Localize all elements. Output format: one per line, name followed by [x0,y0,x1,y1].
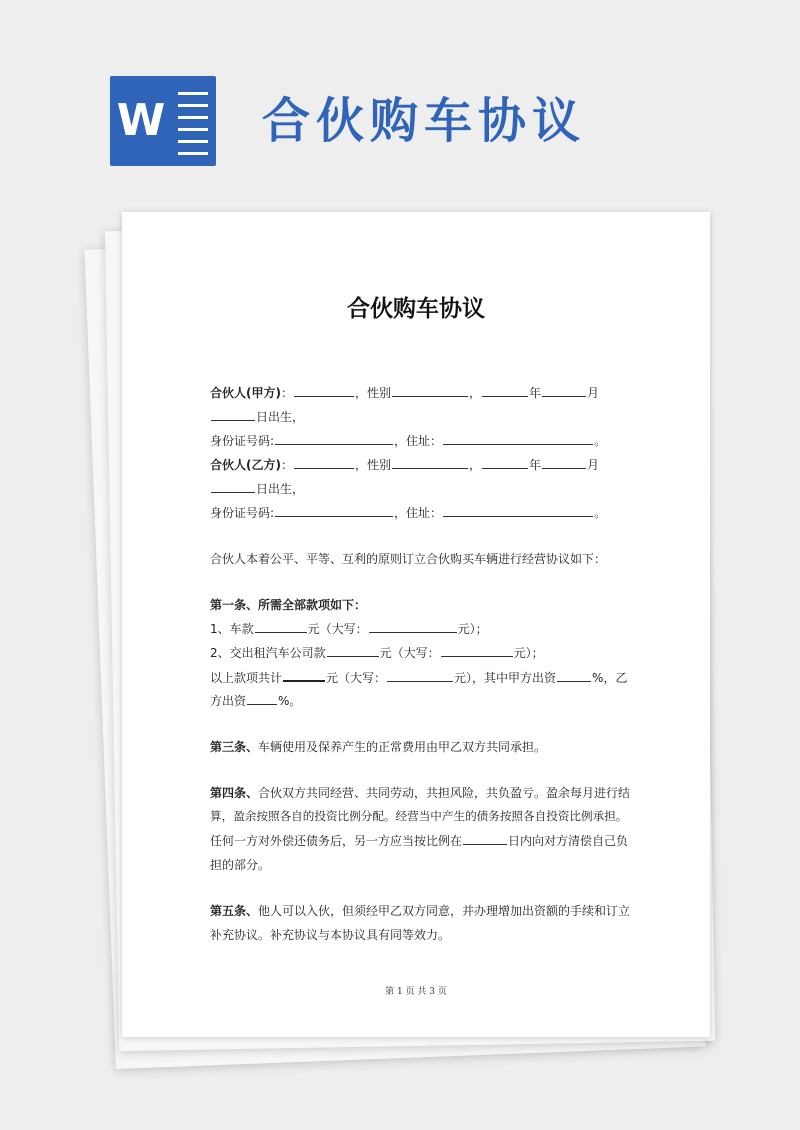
article-5-line-2: 补充协议。补充协议与本协议具有同等效力。 [210,928,451,942]
page-footer: 第 1 页 共 3 页 [385,987,447,997]
article-4-line-4: 担的部分。 [210,858,271,872]
blank [443,432,593,445]
party-b-line-1: 合伙人(乙方)： ，性别 ， 年 月 [210,458,600,472]
blank [443,504,593,517]
document-page [122,212,710,1037]
party-b-line-2: 日出生， [210,480,304,497]
banner [0,0,800,205]
banner-title: 合伙购车协议 [262,93,587,149]
blank [275,432,393,445]
blank [211,480,255,493]
party-a-label: 合伙人(甲方) [210,386,281,400]
blank [327,644,379,657]
blank [275,504,393,517]
word-icon-letter: W [110,76,172,166]
blank [294,384,354,397]
blank [542,456,586,469]
word-document-icon [110,72,222,168]
article-1-item-2: 2、交出租汽车公司款 元（大写： 元）； [210,646,544,660]
blank [283,668,325,682]
blank [211,408,255,421]
intro-paragraph: 合伙人本着公平、平等、互利的原则订立合伙购买车辆进行经营协议如下： [210,552,607,566]
party-a-line-3: 身份证号码: ，住址： 。 [210,434,607,448]
blank [255,620,307,633]
article-1-item-1: 1、车款 元（大写： 元）； [210,622,488,636]
blank [294,456,354,469]
blank [369,620,457,633]
party-b-label: 合伙人(乙方) [210,458,281,472]
blank [463,832,507,845]
document-title: 合伙购车协议 [347,296,485,322]
blank [542,384,586,397]
article-1-total-cont: 方出资 %。 [210,694,302,708]
blank [482,384,528,397]
blank [387,669,453,682]
article-5-line-1: 第五条、他人可以入伙，但须经甲乙双方同意，并办理增加出资额的手续和订立 [210,904,631,918]
article-1-total: 以上款项共计 元（大写： 元），其中甲方出资 %，乙 [210,668,627,686]
blank [392,384,468,397]
article-1-heading: 第一条、所需全部款项如下： [210,598,367,612]
article-4-line-2: 算，盈余按照各自的投资比例分配。经营当中产生的债务按照各自投资比例承担。 [210,809,628,823]
blank [392,456,468,469]
party-b-line-3: 身份证号码: ，住址： 。 [210,506,607,520]
party-a-line-1: 合伙人(甲方)： ，性别 ， 年 月 [210,386,600,400]
word-icon-lines [168,76,216,166]
blank [557,669,591,682]
blank [441,644,513,657]
article-4-line-1: 第四条、合伙双方共同经营、共同劳动，共担风险，共负盈亏。盈余每月进行结 [210,786,631,800]
article-3: 第三条、车辆使用及保养产生的正常费用由甲乙双方共同承担。 [210,740,547,754]
blank [482,456,528,469]
article-4-line-3: 任何一方对外偿还债务后，另一方应当按比例在 日内向对方清偿自己负 [210,834,629,848]
blank [247,692,277,705]
party-a-line-2: 日出生， [210,408,304,425]
